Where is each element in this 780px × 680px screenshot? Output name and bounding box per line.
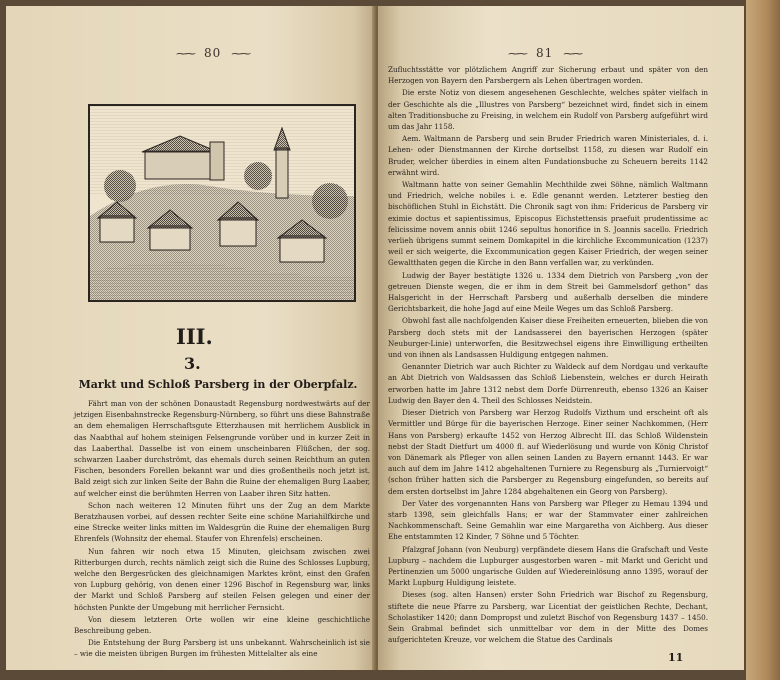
paragraph: Genannter Dietrich war auch Richter zu Waldeck auf dem Nordgau und verkaufte an Abt Dietrich von Waldsassen das Schloß Liebenstein, welches er durch Heirath erworben hatte im Jahre 1312 nebst dem Dorfe Dürrenreuth, ebenso 1326 an Kaiser Ludwig den Bayer den 4. Theil des Schlosses Neidstein. [388,362,708,405]
paragraph: Ludwig der Bayer bestätigte 1326 u. 1334 dem Dietrich von Parsberg „von der getreuen Dienste wegen, die er ihm in dem Streit bei Gammelsdorf gethon“ das Halsgericht in der Herrschaft Parsberg und außerhalb derselben die mindere Gerichtsbarkeit, die hohe Jagd auf eine Meile Weges um das Schloß Parsberg. [388,270,708,314]
paragraph: Von diesem letzteren Orte wollen wir eine kleine geschichtliche Beschreibung geben. [74,614,370,636]
right-page [378,6,744,670]
paragraph: Die erste Notiz von diesem angesehenen Geschlechte, welches später vielfach in der Geschichte als die „Illustres von Parsberg“ bezeichnet wird, findet sich in einem alten Traditionsbuche zu Freising, in welchem ein Rudolf von Parsberg aufgeführt wird um das Jahr 1158. [388,88,708,132]
signature-mark: 11 [668,651,684,664]
paragraph: Zufluchtsstätte vor plötzlichem Angriff zur Sicherung erbaut und später von den Herzogen von Bayern den Parsbergern als Lehen übertragen worden. [388,65,708,86]
paragraph: Nun fahren wir noch etwa 15 Minuten, gleichsam zwischen zwei Ritterburgen durch, rechts nämlich zeigt sich die Ruine des Schlosses Lupburg, welche den Bergesrücken des gleichnamigen Marktes krönt, einst den Grafen von Lupburg gehörig, von denen einer 1296 Bischof in Regensburg war, links der Markt und Schloß Parsberg auf steilen Felsen gelegen und einer der höchsten Punkte der Umgebung mit herrlicher Fernsicht. [74,546,370,612]
paragraph: Waltmann hatte von seiner Gemahlin Mechthilde zwei Söhne, nämlich Waltmann und Friedrich, welche nobiles i. e. Edle genannt werden. Letzterer bestieg den bischöflichen Stuhl in Eichstätt. Die Chronik sagt von ihm: Fridericus de Parsberg vir eximie doctus et sapientissimus, Episcopus Eichstettensis praefuit prudentissime ac felicissime novem annis obiit 1246 sepultus honorifice in S. Joannis sacello. Friedrich verlieh übrigens summt seinem Domkapitel in die kirchliche Excommunication (1237) weil er sich weigerte, die Excommunication gegen Kaiser Friedrich, der wegen seiner Gewaltthaten gegen die Kirche in den Bann verfallen war, zu verkünden. [388,180,708,268]
right-text-column [388,64,708,646]
section-number: 3. [184,354,201,373]
engraving-illustration [88,104,356,302]
page-number-left: 80 [204,46,222,60]
engraving-image [90,106,354,300]
left-page [6,6,376,670]
page-number-right: 81 [536,46,554,60]
left-text-column [74,398,370,661]
paragraph: Die Entstehung der Burg Parsberg ist uns unbekannt. Wahrscheinlich ist sie – wie die meisten übrigen Burgen im frühesten Mittelalter als eine [74,638,370,659]
paragraph: Dieses (sog. alten Hansen) erster Sohn Friedrich war Bischof zu Regensburg, stiftete die neue Pfarre zu Parsberg, war Licentiat der geistlichen Rechte, Dechant, Scholastiker 1420; dann Dompropst und zuletzt Bischof von Regensburg 1437 – 1450. Sein Grabmal befindet sich unmittelbar vor dem in der Mitte des Domes aufgerichteten Kreuze, vor welchem die Statue des Cardinals [388,590,708,645]
paragraph: Schon nach weiteren 12 Minuten führt uns der Zug an dem Markte Beratzhausen vorbei, auf dessen rechter Seite eine schöne Mariahilfkirche und eine Strecke weiter links mitten im Waldesgrün die Ruine der ehemaligen Burg Ehrenfels (Wohnsitz der ehemal. Staufer von Ehrenfels) erscheinen. [74,500,370,544]
ornament-right: ⁓⁓ [508,47,526,60]
paragraph: Aem. Waltmann de Parsberg und sein Bruder Friedrich waren Ministeriales, d. i. Lehen- oder Dienstmannen der Kirche dortselbst 1158, zu diesen war Rudolf ein Bruder, welcher überdies in einem alten Fundationsbuche zu Scheuern bereits 1142 erwähnt wird. [388,134,708,177]
paragraph: Obwohl fast alle nachfolgenden Kaiser diese Freiheiten erneuerten, blieben die von Parsberg doch stets mit der Landsasserei den bayerischen Herzogen (später Neuburger-Linie) unterworfen, die Besitzwechsel eigens ihre Einwilligung ertheilten und von ihnen als Landsassen Huldigung entgegen nahmen. [388,316,708,360]
ornament-right-2: ⁓⁓ [563,47,582,60]
chapter-number: III. [176,324,213,349]
book-cover-edge [746,0,780,680]
paragraph: Fährt man von der schönen Donaustadt Regensburg nordwestwärts auf der jetzigen Eisenbahnstrecke Regensburg-Nürnberg, so führt uns diese Bahnstraße an dem ehemaligen Herrschaftsgute Etterzhausen mit herrlichem Ausblick in das Naabthal auf hohem steinigen Felsengrunde vorüber und in kurzer Zeit in das Laaberthal. Dasselbe ist von einem unscheinbaren Flüßchen, der sog. schwarzen Laaber durchströmt, das ehemals durch seinen Reichthum an guten Fischen, besonders Forellen bekannt war und dies großentheils noch jetzt ist. Bald zeigt sich zur linken Seite der Bahn die Ruine der ehemaligen Burg Laaber, auf welcher einst die berühmten Herren von Laaber ihren Sitz hatten. [74,399,370,498]
paragraph: Pfalzgraf Johann (von Neuburg) verpfändete diesem Hans die Grafschaft und Veste Lupburg – nachdem die Lupburger ausgestorben waren – mit Markt und Gericht und Pertinenzien um 5000 ungarische Gulden auf Wiedereinlösung anno 1395, worauf der Markt Lupburg Huldigung leistete. [388,544,708,588]
ornament-left-2: ⁓⁓ [231,47,250,60]
right-page-folio [498,46,591,60]
section-heading: Markt und Schloß Parsberg in der Oberpfalz. [78,378,358,391]
paragraph: Dieser Dietrich von Parsberg war Herzog Rudolfs Vizthum und erscheint oft als Vermittler und Bürge für die bayerischen Herzoge. Einer seiner Nachkommen, (Herr Hans von Parsberg) erkaufte 1452 von Herzog Albrecht III. das Schloß Wildenstein nebst der Stadt Dietfurt um 4000 fl. auf Wiederlösung und wurde von König Christof von Dänemark als Pfleger von allen seinen Landen zu Bayern ernannt 1443. Er war auch auf dem im Jahre 1412 abgehaltenen Turniere zu Regensburg als „Turniervoigt“ (schon früher hatten sich die Parsberger zu Regensburg eingefunden, so bereits auf dem ersten dortselbst im Jahre 1284 abgehaltenen ein Georg von Parsberg). [388,408,708,496]
ornament-left: ⁓⁓ [176,47,194,60]
paragraph: Der Vater des vorgenannten Hans von Parsberg war Pfleger zu Hemau 1394 und starb 1398, sein gleichfalls Hans; er war der Stammvater einer zahlreichen Nachkommenschaft. Seine Gemahlin war eine Margaretha von Aichberg. Aus dieser Ehe entstammten 12 Kinder, 7 Söhne und 5 Töchter. [388,498,708,542]
left-page-folio [166,46,259,60]
